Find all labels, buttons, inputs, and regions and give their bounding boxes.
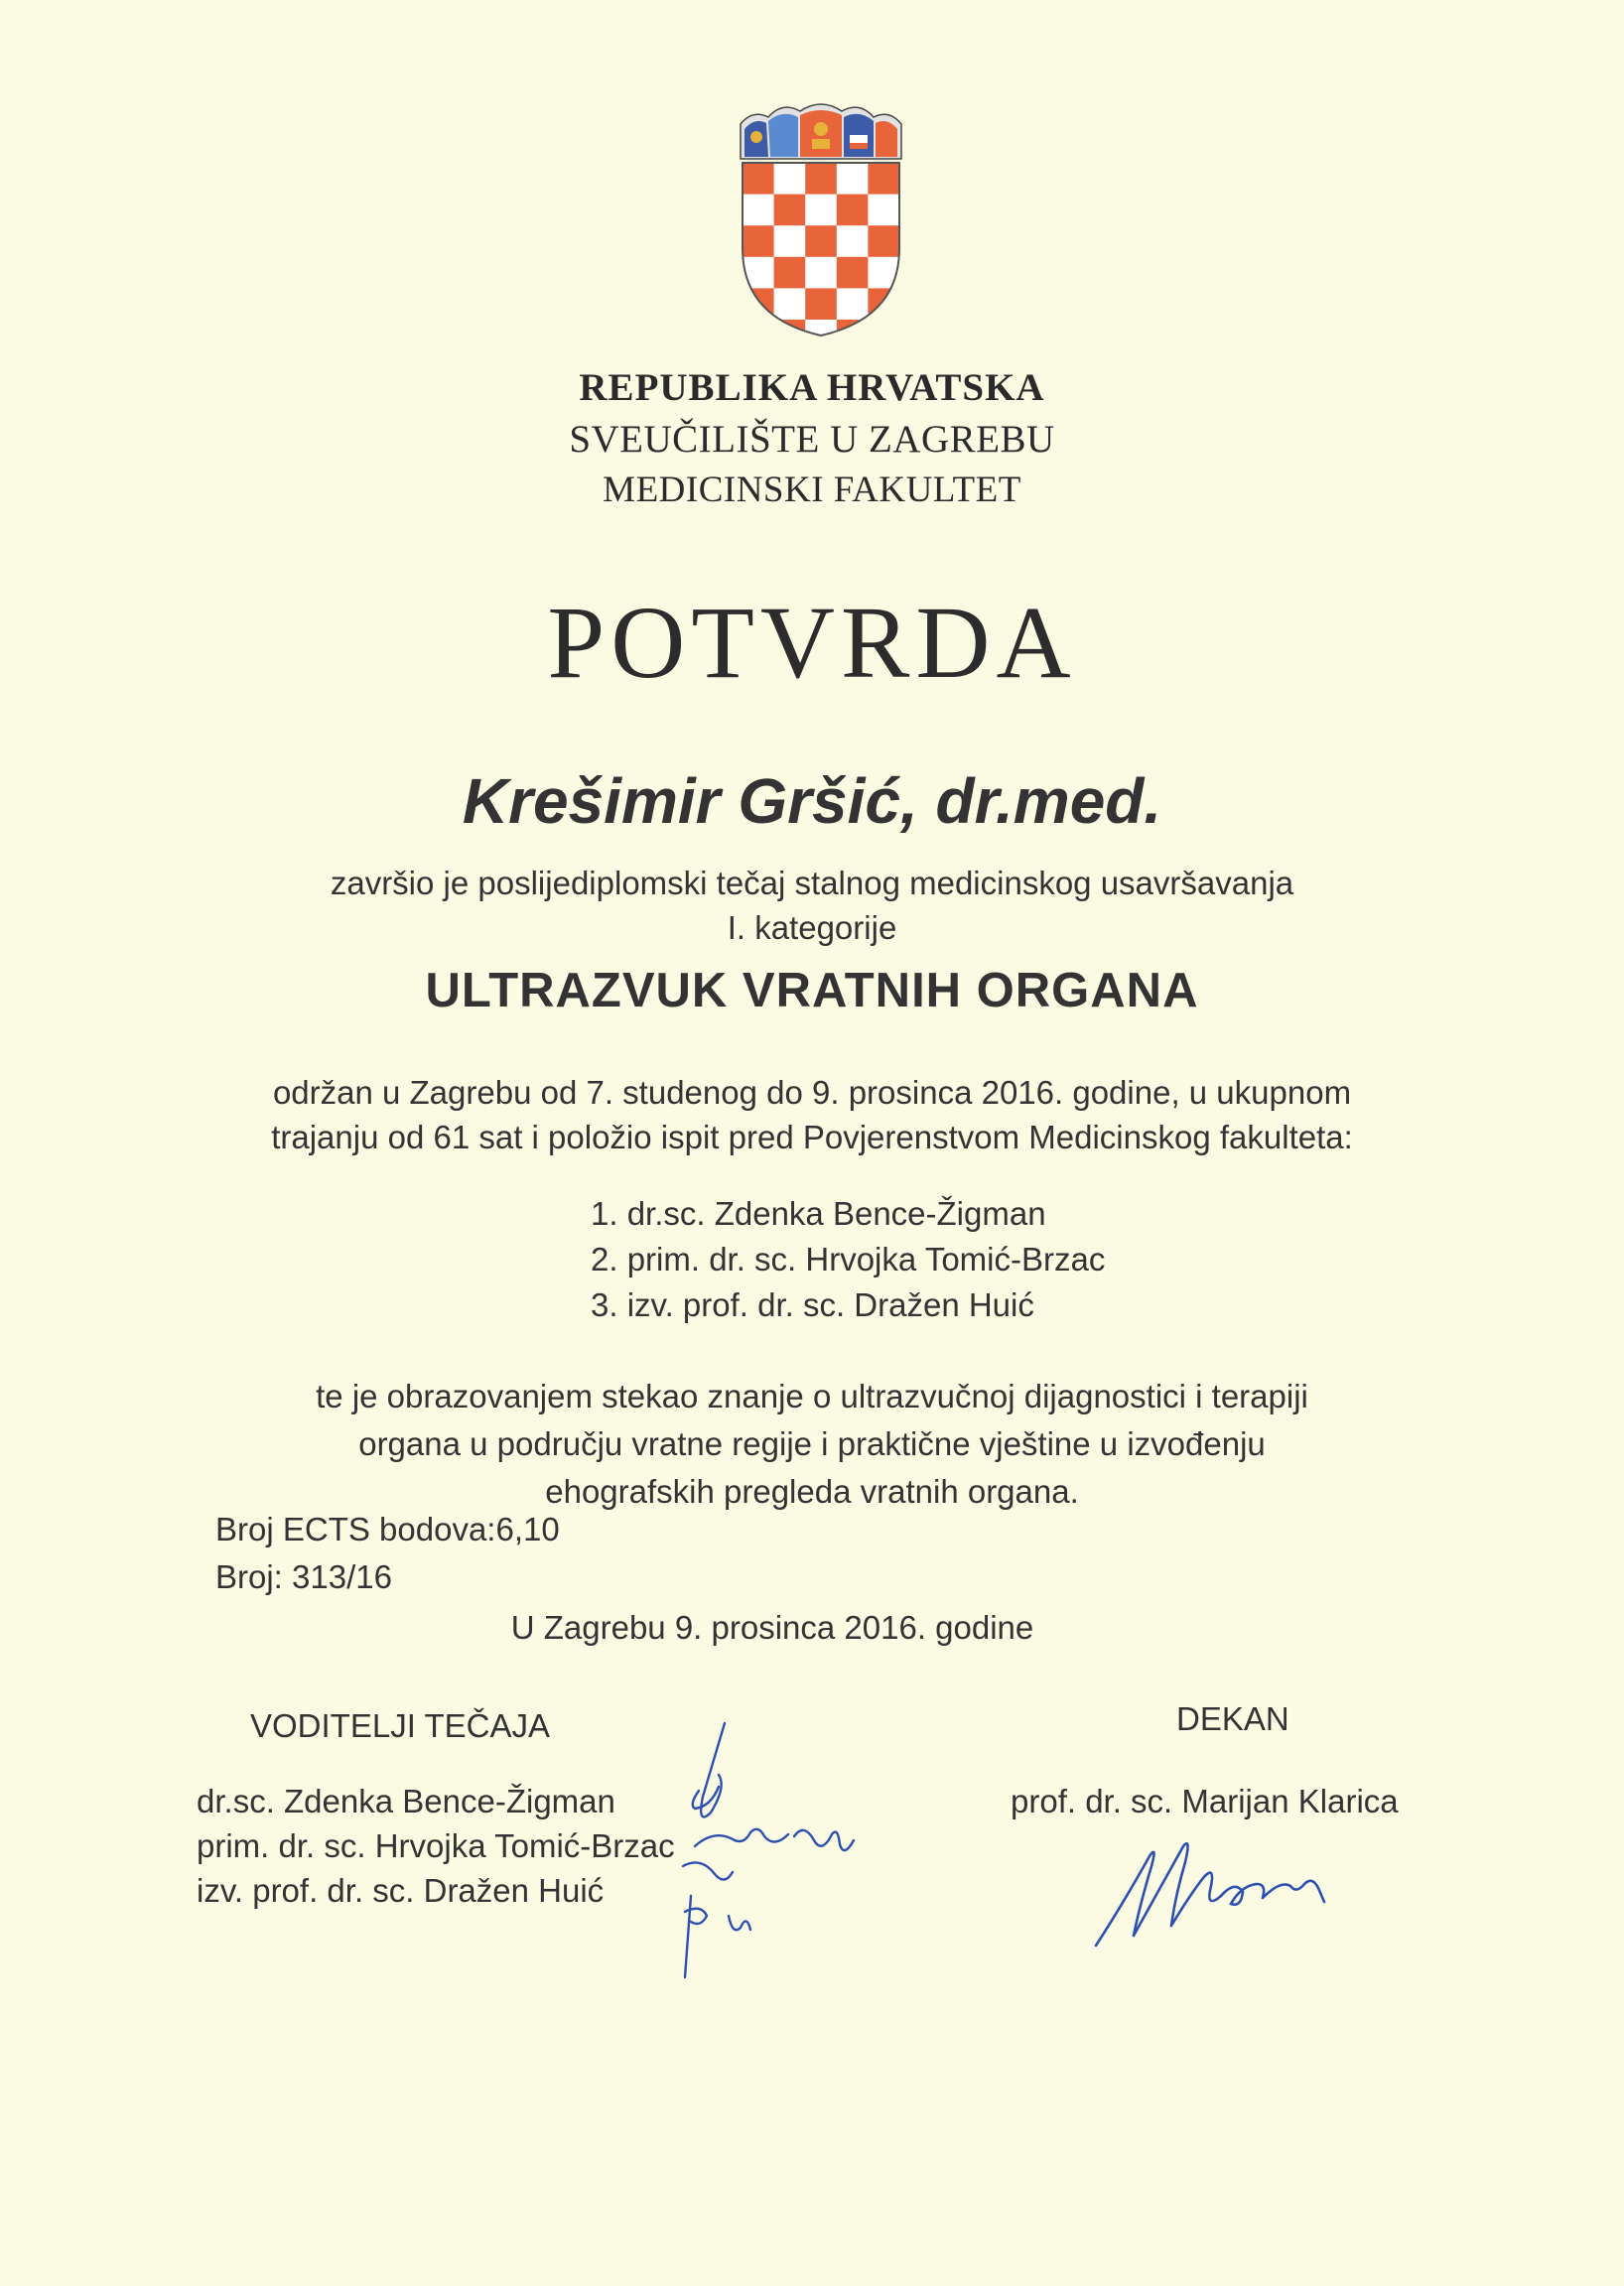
header-republic: REPUBLIKA HRVATSKA <box>579 366 1045 409</box>
place-date <box>0 1605 1624 1650</box>
course-leader-name: izv. prof. dr. sc. Dražen Huić <box>197 1872 605 1909</box>
knowledge-line-2: organa u području vratne regije i praktične vještine u izvođenju <box>358 1425 1266 1462</box>
crown-icon <box>741 104 901 159</box>
recipient-name: Krešimir Gršić, dr.med. <box>462 765 1162 837</box>
course-name: ULTRAZVUK VRATNIH ORGANA <box>425 964 1199 1017</box>
knowledge-line-1: te je obrazovanjem stekao znanje o ultrazvučnoj dijagnostici i terapiji <box>316 1378 1308 1414</box>
details-line-1: održan u Zagrebu od 7. studenog do 9. prosinca 2016. godine, u ukupnom <box>272 1074 1352 1111</box>
committee-member: 1. dr.sc. Zdenka Bence-Žigman <box>591 1195 1046 1232</box>
completion-line-1: završio je poslijediplomski tečaj stalnog medicinskog usavršavanja <box>330 865 1294 901</box>
course-leaders-heading: VODITELJI TEČAJA <box>250 1707 550 1744</box>
course-leader-name: prim. dr. sc. Hrvojka Tomić-Brzac <box>197 1827 675 1864</box>
place-date-text: U Zagrebu 9. prosinca 2016. godine <box>510 1609 1034 1646</box>
committee-member: 2. prim. dr. sc. Hrvojka Tomić-Brzac <box>591 1241 1106 1277</box>
knowledge-line-3: ehografskih pregleda vratnih organa. <box>545 1473 1079 1510</box>
croatian-coat-of-arms-icon <box>733 99 909 337</box>
course-leader-name: dr.sc. Zdenka Bence-Žigman <box>197 1783 615 1819</box>
course-details <box>0 1070 1624 1159</box>
document-number: Broj: 313/16 <box>215 1558 392 1595</box>
course-leaders-names <box>197 1779 675 1913</box>
dean-heading: DEKAN <box>1176 1700 1289 1737</box>
completion-line-2: I. kategorije <box>727 909 897 946</box>
header-faculty: MEDICINSKI FAKULTET <box>603 470 1021 510</box>
header-university: SVEUČILIŠTE U ZAGREBU <box>569 418 1055 461</box>
committee-list <box>591 1191 1105 1328</box>
knowledge-text <box>0 1373 1624 1516</box>
document-title: POTVRDA <box>547 586 1077 700</box>
completion-text <box>0 861 1624 950</box>
details-line-2: trajanju od 61 sat i položio ispit pred Povjerenstvom Medicinskog fakulteta: <box>271 1119 1353 1155</box>
registry-info <box>215 1506 560 1601</box>
dean-signature <box>1092 1826 1370 1955</box>
dean-name: prof. dr. sc. Marijan Klarica <box>1011 1783 1399 1819</box>
course-leaders-signatures <box>655 1717 913 1995</box>
committee-member: 3. izv. prof. dr. sc. Dražen Huić <box>591 1286 1034 1323</box>
ects-points: Broj ECTS bodova:6,10 <box>215 1511 560 1547</box>
checkered-shield-icon <box>743 163 899 337</box>
